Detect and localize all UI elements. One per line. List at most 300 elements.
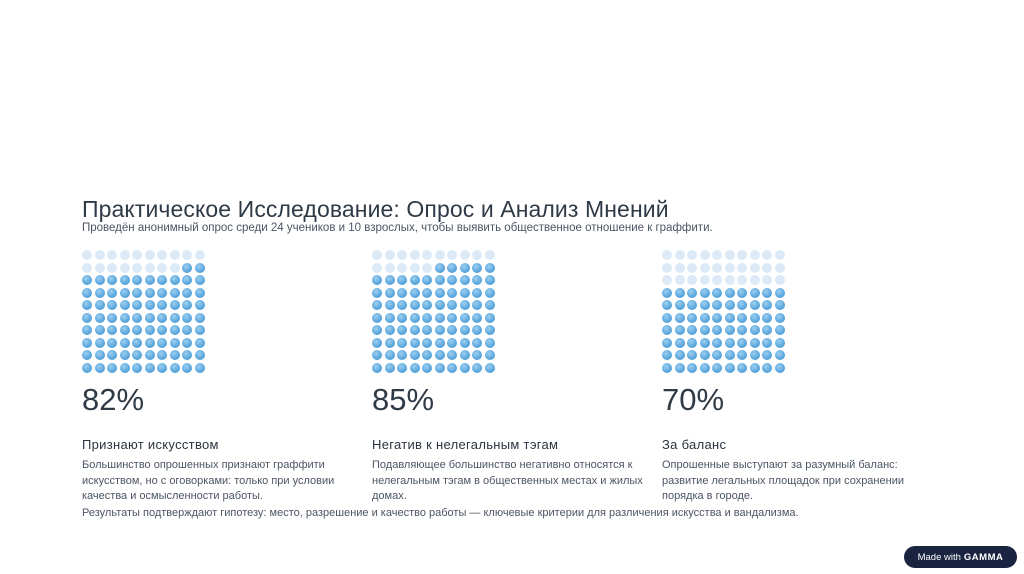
dot-filled bbox=[157, 350, 167, 360]
dot-filled bbox=[472, 263, 482, 273]
dot-filled bbox=[687, 313, 697, 323]
dot-filled bbox=[410, 350, 420, 360]
dot-filled bbox=[712, 300, 722, 310]
dot-filled bbox=[687, 363, 697, 373]
dot-empty bbox=[397, 263, 407, 273]
dot-filled bbox=[712, 350, 722, 360]
dot-filled bbox=[95, 275, 105, 285]
dot-filled bbox=[750, 363, 760, 373]
dot-filled bbox=[725, 350, 735, 360]
dot-filled bbox=[157, 288, 167, 298]
dot-filled bbox=[145, 313, 155, 323]
dot-filled bbox=[107, 275, 117, 285]
dot-filled bbox=[662, 313, 672, 323]
dot-filled bbox=[120, 363, 130, 373]
dot-filled bbox=[120, 288, 130, 298]
dot-filled bbox=[410, 275, 420, 285]
stat-card-for-balance bbox=[662, 250, 952, 505]
dot-filled bbox=[775, 338, 785, 348]
dot-filled bbox=[775, 300, 785, 310]
dot-filled bbox=[472, 338, 482, 348]
dot-filled bbox=[460, 300, 470, 310]
stat-card-recognized-as-art bbox=[82, 250, 372, 505]
dot-filled bbox=[120, 275, 130, 285]
dot-grid bbox=[372, 250, 495, 373]
dot-filled bbox=[422, 300, 432, 310]
dot-empty bbox=[372, 250, 382, 260]
dot-filled bbox=[750, 288, 760, 298]
dot-filled bbox=[195, 313, 205, 323]
dot-filled bbox=[485, 313, 495, 323]
dot-empty bbox=[472, 250, 482, 260]
stat-description: Опрошенные выступают за разумный баланс: развитие легальных площадок при сохранении порядка в городе. bbox=[662, 459, 904, 502]
dot-filled bbox=[157, 300, 167, 310]
dot-filled bbox=[422, 275, 432, 285]
dot-filled bbox=[145, 338, 155, 348]
dot-filled bbox=[195, 325, 205, 335]
dot-empty bbox=[662, 275, 672, 285]
dot-filled bbox=[410, 363, 420, 373]
dot-filled bbox=[82, 313, 92, 323]
dot-empty bbox=[775, 275, 785, 285]
dot-empty bbox=[662, 263, 672, 273]
dot-filled bbox=[700, 325, 710, 335]
dot-filled bbox=[107, 338, 117, 348]
dot-filled bbox=[687, 338, 697, 348]
dot-filled bbox=[762, 325, 772, 335]
stat-percent: 85% bbox=[372, 382, 435, 417]
dot-empty bbox=[435, 250, 445, 260]
dot-filled bbox=[460, 263, 470, 273]
dot-empty bbox=[750, 275, 760, 285]
dot-empty bbox=[762, 275, 772, 285]
dot-filled bbox=[132, 288, 142, 298]
dot-filled bbox=[737, 350, 747, 360]
dot-empty bbox=[485, 250, 495, 260]
dot-filled bbox=[95, 363, 105, 373]
dot-filled bbox=[95, 350, 105, 360]
dot-empty bbox=[460, 250, 470, 260]
dot-filled bbox=[447, 350, 457, 360]
dot-filled bbox=[157, 275, 167, 285]
dot-filled bbox=[447, 325, 457, 335]
dot-filled bbox=[712, 288, 722, 298]
dot-empty bbox=[107, 263, 117, 273]
dot-empty bbox=[725, 275, 735, 285]
dot-filled bbox=[435, 288, 445, 298]
dot-filled bbox=[182, 263, 192, 273]
dot-filled bbox=[447, 288, 457, 298]
dot-filled bbox=[410, 338, 420, 348]
dot-filled bbox=[170, 313, 180, 323]
dot-filled bbox=[435, 313, 445, 323]
dot-filled bbox=[145, 350, 155, 360]
dot-filled bbox=[700, 300, 710, 310]
page-title: Практическое Исследование: Опрос и Анализ Мнений bbox=[82, 196, 669, 223]
dot-filled bbox=[687, 325, 697, 335]
dot-filled bbox=[485, 363, 495, 373]
dot-empty bbox=[82, 263, 92, 273]
dot-empty bbox=[170, 250, 180, 260]
dot-empty bbox=[372, 263, 382, 273]
dot-filled bbox=[372, 363, 382, 373]
dot-filled bbox=[472, 288, 482, 298]
dot-empty bbox=[675, 250, 685, 260]
dot-filled bbox=[182, 288, 192, 298]
dot-filled bbox=[385, 288, 395, 298]
dot-filled bbox=[195, 338, 205, 348]
badge-prefix: Made with bbox=[917, 551, 961, 563]
dot-empty bbox=[750, 250, 760, 260]
dot-filled bbox=[170, 363, 180, 373]
dot-filled bbox=[422, 350, 432, 360]
dot-filled bbox=[725, 288, 735, 298]
dot-filled bbox=[107, 325, 117, 335]
dot-filled bbox=[700, 363, 710, 373]
dot-filled bbox=[195, 288, 205, 298]
dot-filled bbox=[725, 338, 735, 348]
dot-filled bbox=[725, 300, 735, 310]
dot-filled bbox=[182, 300, 192, 310]
dot-filled bbox=[157, 363, 167, 373]
dot-filled bbox=[195, 300, 205, 310]
dot-filled bbox=[95, 325, 105, 335]
dot-filled bbox=[145, 275, 155, 285]
dot-filled bbox=[397, 363, 407, 373]
dot-grid bbox=[82, 250, 205, 373]
dot-filled bbox=[712, 313, 722, 323]
made-with-gamma-badge[interactable] bbox=[904, 546, 1017, 568]
dot-filled bbox=[472, 325, 482, 335]
dot-filled bbox=[687, 288, 697, 298]
dot-filled bbox=[120, 338, 130, 348]
dot-filled bbox=[762, 313, 772, 323]
dot-filled bbox=[385, 338, 395, 348]
dot-filled bbox=[195, 275, 205, 285]
dot-empty bbox=[95, 263, 105, 273]
dot-filled bbox=[107, 313, 117, 323]
dot-empty bbox=[132, 263, 142, 273]
stat-description: Подавляющее большинство негативно относятся к нелегальным тэгам в общественных местах и жилых домах. bbox=[372, 459, 643, 502]
dot-filled bbox=[762, 350, 772, 360]
dot-filled bbox=[170, 338, 180, 348]
dot-filled bbox=[95, 313, 105, 323]
dot-filled bbox=[750, 338, 760, 348]
dot-empty bbox=[145, 250, 155, 260]
dot-filled bbox=[385, 363, 395, 373]
dot-empty bbox=[410, 263, 420, 273]
dot-empty bbox=[195, 250, 205, 260]
dot-filled bbox=[170, 288, 180, 298]
dot-empty bbox=[687, 263, 697, 273]
dot-filled bbox=[385, 325, 395, 335]
stat-title: Негатив к нелегальным тэгам bbox=[372, 437, 559, 452]
dot-filled bbox=[662, 350, 672, 360]
dot-filled bbox=[737, 325, 747, 335]
dot-filled bbox=[195, 350, 205, 360]
dot-filled bbox=[675, 313, 685, 323]
dot-empty bbox=[712, 250, 722, 260]
dot-filled bbox=[397, 350, 407, 360]
dot-empty bbox=[675, 275, 685, 285]
dot-empty bbox=[422, 250, 432, 260]
dot-filled bbox=[120, 325, 130, 335]
dot-empty bbox=[145, 263, 155, 273]
dot-empty bbox=[107, 250, 117, 260]
dot-filled bbox=[385, 275, 395, 285]
dot-filled bbox=[737, 363, 747, 373]
dot-filled bbox=[687, 300, 697, 310]
dot-filled bbox=[120, 313, 130, 323]
dot-empty bbox=[447, 250, 457, 260]
dot-empty bbox=[157, 263, 167, 273]
dot-filled bbox=[157, 338, 167, 348]
dot-empty bbox=[725, 250, 735, 260]
dot-empty bbox=[687, 275, 697, 285]
dot-filled bbox=[737, 288, 747, 298]
dot-empty bbox=[700, 263, 710, 273]
dot-filled bbox=[107, 363, 117, 373]
dot-empty bbox=[385, 250, 395, 260]
dot-filled bbox=[422, 313, 432, 323]
dot-filled bbox=[120, 350, 130, 360]
dot-filled bbox=[750, 325, 760, 335]
dot-filled bbox=[762, 288, 772, 298]
dot-filled bbox=[145, 288, 155, 298]
stat-percent: 82% bbox=[82, 382, 145, 417]
dot-filled bbox=[145, 363, 155, 373]
dot-empty bbox=[737, 275, 747, 285]
dot-filled bbox=[397, 275, 407, 285]
dot-filled bbox=[775, 363, 785, 373]
dot-filled bbox=[435, 350, 445, 360]
dot-empty bbox=[762, 263, 772, 273]
dot-empty bbox=[712, 275, 722, 285]
dot-filled bbox=[775, 350, 785, 360]
dot-filled bbox=[750, 313, 760, 323]
dot-filled bbox=[397, 338, 407, 348]
dot-filled bbox=[485, 288, 495, 298]
dot-grid bbox=[662, 250, 785, 373]
dot-filled bbox=[725, 363, 735, 373]
dot-filled bbox=[397, 300, 407, 310]
stat-percent: 70% bbox=[662, 382, 725, 417]
dot-filled bbox=[447, 275, 457, 285]
dot-empty bbox=[132, 250, 142, 260]
dot-filled bbox=[435, 300, 445, 310]
dot-filled bbox=[120, 300, 130, 310]
dot-filled bbox=[775, 325, 785, 335]
dot-filled bbox=[675, 338, 685, 348]
conclusion-text: Результаты подтверждают гипотезу: место, разрешение и качество работы — ключевые критерии для различения искусства и вандализма. bbox=[82, 507, 799, 519]
dot-empty bbox=[737, 263, 747, 273]
dot-filled bbox=[687, 350, 697, 360]
dot-filled bbox=[82, 300, 92, 310]
dot-empty bbox=[385, 263, 395, 273]
dot-filled bbox=[485, 263, 495, 273]
dot-filled bbox=[447, 300, 457, 310]
dot-empty bbox=[157, 250, 167, 260]
dot-filled bbox=[675, 300, 685, 310]
dot-filled bbox=[170, 275, 180, 285]
dot-filled bbox=[762, 300, 772, 310]
dot-filled bbox=[372, 338, 382, 348]
dot-filled bbox=[675, 350, 685, 360]
dot-filled bbox=[397, 313, 407, 323]
dot-filled bbox=[372, 288, 382, 298]
dot-filled bbox=[460, 275, 470, 285]
dot-filled bbox=[107, 350, 117, 360]
dot-filled bbox=[372, 350, 382, 360]
dot-filled bbox=[460, 313, 470, 323]
dot-empty bbox=[675, 263, 685, 273]
dot-filled bbox=[472, 313, 482, 323]
dot-empty bbox=[762, 250, 772, 260]
dot-filled bbox=[737, 313, 747, 323]
dot-filled bbox=[725, 313, 735, 323]
dot-filled bbox=[157, 313, 167, 323]
dot-filled bbox=[170, 350, 180, 360]
dot-filled bbox=[82, 288, 92, 298]
dot-filled bbox=[82, 363, 92, 373]
dot-filled bbox=[472, 300, 482, 310]
gamma-logo: GAMMA bbox=[963, 551, 1004, 563]
dot-filled bbox=[132, 363, 142, 373]
dot-empty bbox=[775, 263, 785, 273]
dot-filled bbox=[372, 325, 382, 335]
dot-filled bbox=[712, 338, 722, 348]
dot-filled bbox=[435, 325, 445, 335]
dot-filled bbox=[460, 325, 470, 335]
dot-filled bbox=[435, 263, 445, 273]
dot-filled bbox=[460, 350, 470, 360]
dot-filled bbox=[82, 350, 92, 360]
dot-filled bbox=[182, 275, 192, 285]
dot-filled bbox=[170, 300, 180, 310]
dot-filled bbox=[422, 363, 432, 373]
dot-filled bbox=[195, 363, 205, 373]
dot-filled bbox=[132, 275, 142, 285]
dot-filled bbox=[397, 325, 407, 335]
dot-filled bbox=[472, 275, 482, 285]
dot-filled bbox=[662, 363, 672, 373]
dot-filled bbox=[675, 325, 685, 335]
dot-filled bbox=[447, 338, 457, 348]
dot-empty bbox=[120, 263, 130, 273]
dot-empty bbox=[170, 263, 180, 273]
dot-filled bbox=[170, 325, 180, 335]
dot-filled bbox=[182, 363, 192, 373]
dot-filled bbox=[145, 300, 155, 310]
dot-filled bbox=[712, 325, 722, 335]
dot-filled bbox=[195, 263, 205, 273]
dot-filled bbox=[700, 338, 710, 348]
dot-filled bbox=[460, 338, 470, 348]
dot-filled bbox=[662, 300, 672, 310]
dot-filled bbox=[410, 300, 420, 310]
dot-filled bbox=[447, 313, 457, 323]
dot-empty bbox=[775, 250, 785, 260]
dot-filled bbox=[422, 325, 432, 335]
dot-filled bbox=[485, 275, 495, 285]
dot-empty bbox=[422, 263, 432, 273]
dot-filled bbox=[385, 350, 395, 360]
dot-filled bbox=[762, 363, 772, 373]
dot-empty bbox=[687, 250, 697, 260]
dot-filled bbox=[372, 275, 382, 285]
dot-empty bbox=[662, 250, 672, 260]
dot-filled bbox=[472, 350, 482, 360]
dot-filled bbox=[750, 350, 760, 360]
dot-filled bbox=[662, 288, 672, 298]
dot-filled bbox=[397, 288, 407, 298]
dot-filled bbox=[410, 313, 420, 323]
dot-filled bbox=[750, 300, 760, 310]
dot-filled bbox=[737, 300, 747, 310]
dot-filled bbox=[472, 363, 482, 373]
dot-filled bbox=[82, 325, 92, 335]
dot-filled bbox=[145, 325, 155, 335]
dot-empty bbox=[750, 263, 760, 273]
dot-filled bbox=[485, 350, 495, 360]
dot-filled bbox=[182, 313, 192, 323]
dot-filled bbox=[460, 288, 470, 298]
dot-filled bbox=[485, 300, 495, 310]
dot-filled bbox=[385, 313, 395, 323]
dot-filled bbox=[422, 338, 432, 348]
dot-filled bbox=[447, 263, 457, 273]
dot-filled bbox=[107, 300, 117, 310]
dot-filled bbox=[385, 300, 395, 310]
dot-filled bbox=[435, 363, 445, 373]
stat-description: Большинство опрошенных признают граффити искусством, но с оговорками: только при условии качества и осмысленности работы. bbox=[82, 459, 335, 502]
dot-filled bbox=[157, 325, 167, 335]
dot-empty bbox=[700, 275, 710, 285]
dot-filled bbox=[132, 300, 142, 310]
stat-card-negative-to-illegal-tags bbox=[372, 250, 662, 505]
dot-filled bbox=[675, 288, 685, 298]
dot-filled bbox=[712, 363, 722, 373]
dot-empty bbox=[95, 250, 105, 260]
dot-filled bbox=[662, 325, 672, 335]
dot-filled bbox=[372, 300, 382, 310]
dot-filled bbox=[132, 325, 142, 335]
dot-empty bbox=[120, 250, 130, 260]
stat-title: Признают искусством bbox=[82, 437, 219, 452]
dot-filled bbox=[410, 288, 420, 298]
dot-filled bbox=[460, 363, 470, 373]
dot-filled bbox=[435, 338, 445, 348]
dot-filled bbox=[662, 338, 672, 348]
dot-filled bbox=[435, 275, 445, 285]
dot-filled bbox=[182, 325, 192, 335]
dot-empty bbox=[700, 250, 710, 260]
dot-filled bbox=[372, 313, 382, 323]
dot-filled bbox=[82, 338, 92, 348]
dot-filled bbox=[675, 363, 685, 373]
dot-filled bbox=[700, 350, 710, 360]
dot-filled bbox=[82, 275, 92, 285]
dot-filled bbox=[107, 288, 117, 298]
dot-filled bbox=[447, 363, 457, 373]
dot-empty bbox=[737, 250, 747, 260]
dot-filled bbox=[737, 338, 747, 348]
dot-filled bbox=[775, 313, 785, 323]
dot-filled bbox=[422, 288, 432, 298]
dot-filled bbox=[700, 288, 710, 298]
dot-filled bbox=[95, 288, 105, 298]
dot-empty bbox=[410, 250, 420, 260]
